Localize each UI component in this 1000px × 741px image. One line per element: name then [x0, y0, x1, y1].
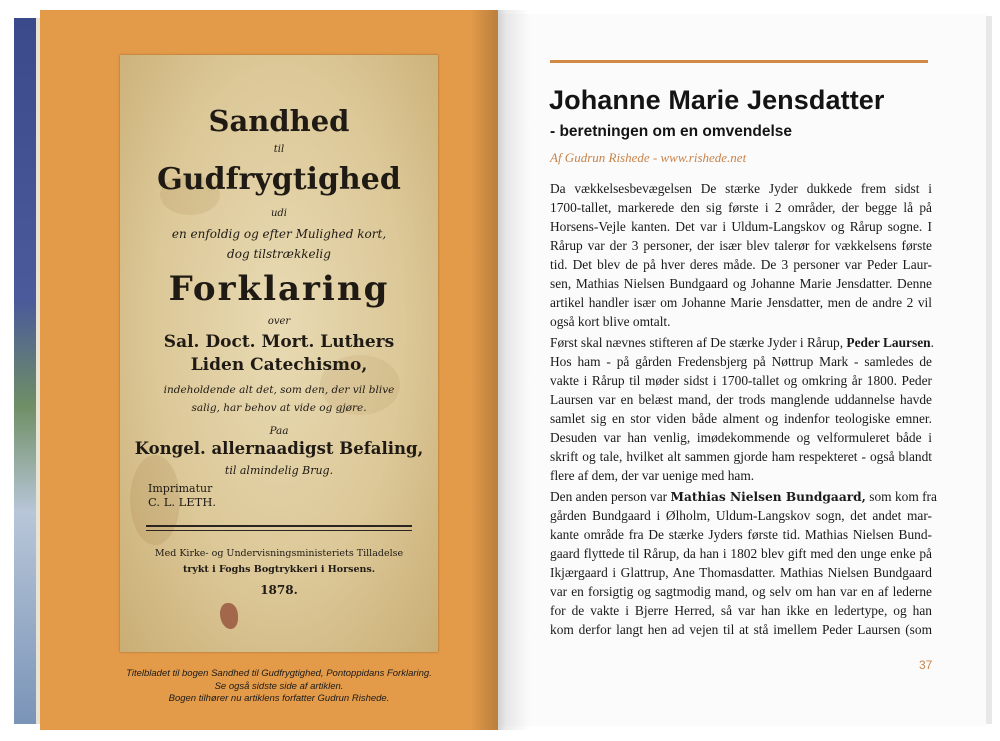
title-line-tilstraekkelig: dog tilstrækkelig: [227, 247, 331, 261]
title-year: 1878.: [260, 583, 298, 597]
title-line-indeholdende: indeholdende alt det, som den, der vil blive: [163, 384, 395, 396]
paragraph-text: Den anden person var: [550, 489, 671, 504]
title-imprimatur: Imprimatur: [148, 482, 213, 495]
article-byline: Af Gudrun Rishede - www.rishede.net: [550, 150, 747, 165]
book-edge-strip: [14, 18, 36, 724]
title-word-paa: Paa: [269, 425, 289, 437]
title-word-gudfrygtighed: Gudfrygtighed: [157, 162, 401, 197]
title-word-sandhed: Sandhed: [208, 104, 350, 138]
article-subtitle: - beretningen om en omvendelse: [550, 123, 793, 140]
title-line-befaling: Kongel. allernaadigst Befaling,: [134, 439, 424, 458]
paragraph-1: [550, 179, 932, 331]
title-word-forklaring: Forklaring: [168, 269, 390, 309]
paragraph-line: også kort blive omtalt.: [550, 314, 671, 329]
paragraph-line: vakte i Rårup til møder sidst i 1700-tallet og omkring år 1800. Peder: [550, 373, 932, 388]
paragraph-line: Da vækkelsesbevægelsen De stærke Jyder dukkede frem sidst i: [550, 181, 932, 196]
paragraph-line: kom derfor langt hen ad vejen til at stå imellem Peder Laursen (som: [550, 622, 932, 637]
paragraph-text: som kom fra: [865, 489, 937, 504]
paragraph-line: for de vakte i Bjerre Herred, så var han ikke en ledertype, og han: [550, 603, 932, 618]
paragraph-line: sen, Mathias Nielsen Bundgaard og Johanne Marie Jensdatter. Denne: [550, 276, 932, 291]
header-rule: [550, 60, 928, 63]
title-word-over: over: [267, 316, 291, 327]
paragraph-line: Ikjærgaard i Glattrup, Ane Thomasdatter. Mathias Nielsen Bundgaard: [550, 565, 932, 580]
caption-line-3: Bogen tilhører nu artiklens forfatter Gudrun Rishede.: [168, 693, 390, 704]
paragraph-3: [550, 487, 937, 639]
paragraph-line: gården Bundgaard i Ølholm, Uldum-Langskov sogn, det andet mar-: [550, 508, 932, 523]
title-page-rule: [146, 525, 412, 527]
paragraph-line: Horsens-Vejle kanten. Det var i Uldum-Langskov og Rårup sogne. I: [550, 219, 932, 234]
paragraph-line: kante område fra De stærke Jyders første tid. Mathias Nielsen Bund-: [550, 527, 932, 542]
article-title: Johanne Marie Jensdatter: [549, 85, 885, 115]
ink-stain: [220, 603, 238, 629]
title-line-brug: til almindelig Brug.: [224, 464, 334, 477]
paragraph-line: var en forsigtig og sagtmodig mand, og selv om han var en af lederne: [550, 584, 932, 599]
paragraph-line: samlet sig en stor viden både alment og indenfor teologiske emner.: [550, 411, 932, 426]
paragraph-line: gaard flyttede til Rårup, da han i 1802 blev gift med den unge enke på: [550, 546, 932, 561]
name-mathias-bundgaard: Mathias Nielsen Bundgaard,: [670, 490, 866, 504]
paragraph-line: [550, 487, 937, 506]
title-imprimatur-name: C. L. LETH.: [148, 495, 217, 509]
title-line-luthers: Sal. Doct. Mort. Luthers: [163, 332, 395, 352]
title-line-enfoldig: en enfoldig og efter Mulighed kort,: [171, 227, 387, 241]
name-peder-laursen: Peder Laursen: [846, 335, 931, 350]
paragraph-line: 1700-tallet, markerede den sig første i 2 områder, der begge lå på: [550, 200, 932, 215]
right-page-edge: [986, 16, 992, 724]
paragraph-line: Laursen var en belæst mand, der trods manglende uddannelse havde: [550, 392, 932, 407]
image-caption: [100, 668, 458, 706]
title-line-ministeriets: Med Kirke- og Undervisningsministeriets Tilladelse: [154, 548, 404, 559]
page-number: 37: [919, 658, 933, 672]
paragraph-text: Først skal nævnes stifteren af De stærke Jyder i Rårup,: [550, 335, 847, 350]
paragraph-line: flere af dem, der var uenige med ham.: [550, 468, 755, 483]
title-line-bogtrykkeri: trykt i Foghs Bogtrykkeri i Horsens.: [182, 564, 376, 575]
title-word-udi: udi: [270, 208, 288, 219]
title-line-catechismo: Liden Catechismo,: [190, 355, 368, 375]
paragraph-line: tid. Det blev de på hver deres måde. De 3 personer var Peder Laur-: [550, 257, 932, 272]
scanned-title-page: [120, 55, 438, 652]
paragraph-line: Hos ham - på gården Fredensbjerg på Nøttrup Mark - samledes de: [550, 354, 932, 369]
title-line-salig: salig, har behov at vide og gjøre.: [191, 402, 367, 414]
paragraph-text: .: [930, 335, 934, 350]
caption-line-1: Titelbladet til bogen Sandhed til Gudfrygtighed, Pontoppidans Forklaring.: [126, 668, 432, 679]
caption-line-2: Se også sidste side af artiklen.: [214, 680, 344, 692]
paragraph-line: [550, 333, 932, 352]
paragraph-line: skrift og tale, hvilket alt sammen gjorde ham respekteret - også blandt: [550, 449, 932, 464]
title-page-rule-thin: [146, 530, 412, 531]
title-word-til: til: [273, 144, 285, 155]
paragraph-line: Desuden var han venlig, imødekommende og velformuleret både i: [550, 430, 932, 445]
paragraph-2: [550, 333, 932, 485]
paragraph-line: Rårup var der 3 personer, der især blev talerør for vækkelsens første: [550, 238, 932, 253]
paragraph-line: artikel handler især om Johanne Marie Jensdatter, men de andre 2 vil: [550, 295, 932, 310]
book-gutter-shadow: [470, 10, 530, 730]
